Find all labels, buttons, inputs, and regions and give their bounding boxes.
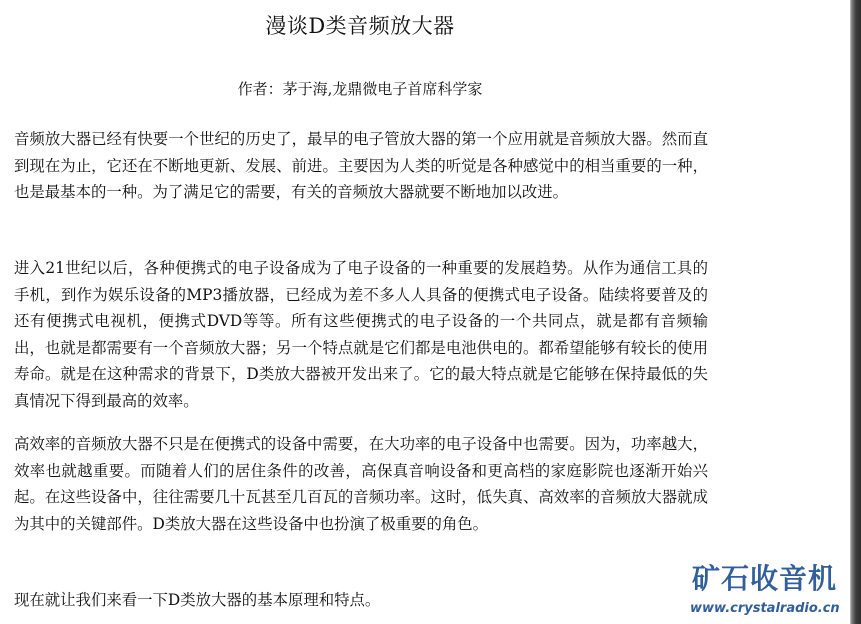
window-edge-scrollbar[interactable] (850, 0, 861, 624)
article-author: 作者：茅于海,龙鼎微电子首席科学家 (237, 80, 483, 98)
paragraph-4: 现在就让我们来看一下D类放大器的基本原理和特点。 (14, 591, 381, 609)
watermark-site-name: 矿石收音机 (692, 562, 838, 595)
article-title: 漫谈D类音频放大器 (265, 14, 455, 38)
paragraph-3: 高效率的音频放大器不只是在便携式的设备中需要，在大功率的电子设备中也需要。因为，功率越大，效率也就越重要。而随着人们的居住条件的改善，高保真音响设备和更高档的家庭影院也逐渐开始兴起。在这些设备中，往往需要几十瓦甚至几百瓦的音频功率。这时，低失真、高效率的音频放大器就成为其中的关键部件。D类放大器在这些设备中也扮演了极重要的角色。 (14, 435, 708, 533)
watermark-url: www.crystalradio.cn (690, 601, 840, 616)
paragraph-2: 进入21世纪以后，各种便携式的电子设备成为了电子设备的一种重要的发展趋势。从作为通信工具的手机，到作为娱乐设备的MP3播放器，已经成为差不多人人具备的便携式电子设备。陆续将要普及的还有便携式电视机，便携式DVD等等。所有这些便携式的电子设备的一个共同点，就是都有音频输出，也就是都需要有一个音频放大器；另一个特点就是它们都是电池供电的。都希望能够有较长的使用寿命。就是在这种需求的背景下，D类放大器被开发出来了。它的最大特点就是它能够在保持最低的失真情况下得到最高的效率。 (14, 259, 708, 410)
site-watermark (688, 560, 850, 624)
paragraph-1: 音频放大器已经有快要一个世纪的历史了，最早的电子管放大器的第一个应用就是音频放大器。然而直到现在为止，它还在不断地更新、发展、前进。主要因为人类的听觉是各种感觉中的相当重要的一种，也是最基本的一种。为了满足它的需要，有关的音频放大器就要不断地加以改进。 (14, 130, 708, 201)
